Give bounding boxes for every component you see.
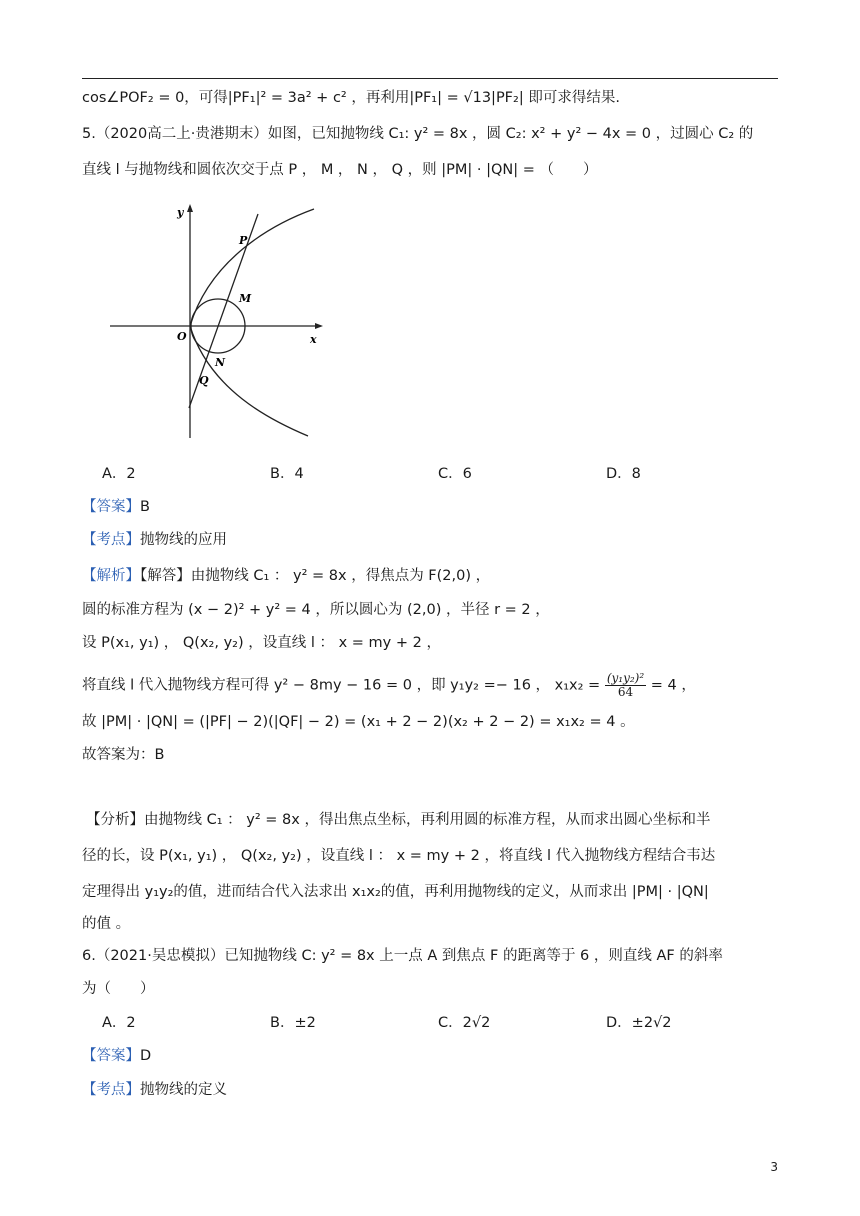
jiexi-text: 【解答】由抛物线 C₁ ： y² = 8x ，得焦点为 F(2,0) ， xyxy=(140,568,491,584)
answer-tag: 【答案】 xyxy=(82,499,140,515)
q5-fenxi-line4: 的值 。 xyxy=(82,916,131,932)
answer-value: B xyxy=(140,499,150,515)
q5-option-b: B．4 xyxy=(270,466,304,482)
jiexi-line4-text: 将直线 l 代入抛物线方程可得 y² − 8my − 16 = 0 ，即 y₁y₂ =− 16 ， x₁x₂ = xyxy=(82,677,601,694)
q6-stem-line1: 6.（2021·吴忠模拟）已知抛物线 C: y² = 8x 上一点 A 到焦点 F 的距离等于 6 ，则直线 AF 的斜率 xyxy=(82,948,723,964)
q5-fenxi-line3: 定理得出 y₁y₂的值，进而结合代入法求出 x₁x₂的值，再利用抛物线的定义，从而求出 |PM| · |QN| xyxy=(82,884,709,900)
label-q: Q xyxy=(199,374,209,387)
kaodian-tag: 【考点】 xyxy=(82,532,140,548)
q5-option-a: A．2 xyxy=(102,466,136,482)
x-axis-arrow xyxy=(315,323,323,329)
q6-answer-value: D xyxy=(140,1048,152,1064)
fraction-denominator: 64 xyxy=(617,685,634,699)
kaodian-value: 抛物线的应用 xyxy=(140,532,227,548)
label-m: M xyxy=(239,292,252,305)
q6-answer-tag: 【答案】 xyxy=(82,1048,140,1064)
q5-jiexi-line6: 故答案为：B xyxy=(82,747,165,763)
q5-option-d: D．8 xyxy=(606,466,641,482)
label-y: y xyxy=(177,206,184,219)
q6-option-a: A．2 xyxy=(102,1015,136,1031)
jiexi-tag: 【解析】 xyxy=(82,568,140,584)
q5-jiexi-line1 xyxy=(82,566,490,586)
label-p: P xyxy=(239,234,248,247)
q5-fenxi-line2: 径的长，设 P(x₁, y₁) ， Q(x₂, y₂) ，设直线 l ： x = my + 2 ，将直线 l 代入抛物线方程结合韦达 xyxy=(82,848,716,864)
q5-stem-line1: 5.（2020高二上·贵港期末）如图，已知抛物线 C₁: y² = 8x ，圆 C₂: x² + y² − 4x = 0 ，过圆心 C₂ 的 xyxy=(82,126,754,142)
fraction xyxy=(605,672,646,699)
q6-kaodian-value: 抛物线的定义 xyxy=(140,1082,227,1098)
q6-answer xyxy=(82,1046,151,1066)
fraction-numerator: (y₁y₂)² xyxy=(606,671,645,685)
q6-option-b: B．±2 xyxy=(270,1015,316,1031)
q6-option-d: D．±2√2 xyxy=(606,1015,672,1031)
label-n: N xyxy=(215,356,226,369)
q5-jiexi-line2: 圆的标准方程为 (x − 2)² + y² = 4 ，所以圆心为 (2,0) ，半径 r = 2 ， xyxy=(82,602,550,618)
q5-answer xyxy=(82,497,150,517)
q6-option-c: C．2√2 xyxy=(438,1015,491,1031)
page-number: 3 xyxy=(770,1160,778,1174)
q5-jiexi-line4 xyxy=(82,672,696,699)
q5-fenxi-line1: 【分析】由抛物线 C₁ ： y² = 8x ，得出焦点坐标，再利用圆的标准方程，从而求出圆心坐标和半 xyxy=(86,812,711,828)
q5-figure xyxy=(100,200,325,442)
q6-kaodian xyxy=(82,1080,227,1100)
q6-stem-line2: 为（ ） xyxy=(82,981,155,997)
y-axis-arrow xyxy=(187,204,193,212)
label-x: x xyxy=(310,333,317,346)
q5-kaodian xyxy=(82,530,227,550)
q5-stem-line2: 直线 l 与抛物线和圆依次交于点 P ， M ， N ， Q ，则 |PM| · |QN| = （ ） xyxy=(82,162,598,178)
prev-solution-tail: cos∠POF₂ = 0，可得|PF₁|² = 3a² + c² ，再利用|PF₁| = √13|PF₂| 即可求得结果. xyxy=(82,90,620,106)
fraction-tail: = 4 ， xyxy=(650,677,696,694)
header-rule xyxy=(82,78,778,79)
q5-jiexi-line5: 故 |PM| · |QN| = (|PF| − 2)(|QF| − 2) = (x₁ + 2 − 2)(x₂ + 2 − 2) = x₁x₂ = 4 。 xyxy=(82,714,635,730)
parabola-c1 xyxy=(190,209,314,436)
q6-kaodian-tag: 【考点】 xyxy=(82,1082,140,1098)
label-o: O xyxy=(177,330,187,343)
q5-jiexi-line3: 设 P(x₁, y₁) ， Q(x₂, y₂) ，设直线 l ： x = my + 2 ， xyxy=(82,635,441,651)
q5-option-c: C．6 xyxy=(438,466,472,482)
